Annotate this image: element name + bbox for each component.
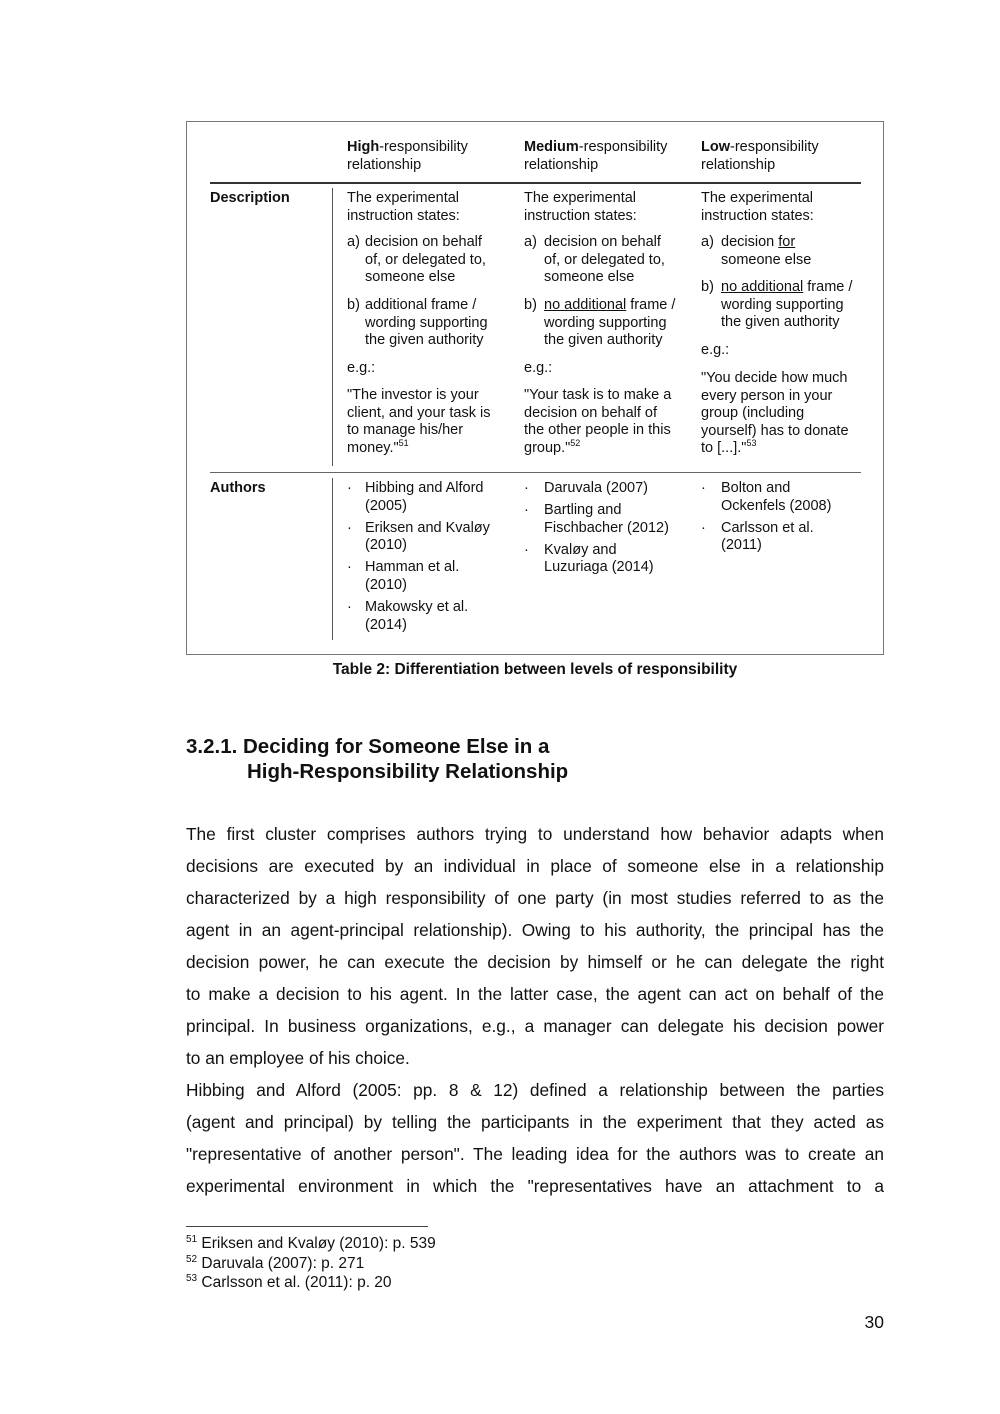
item-a	[544, 234, 665, 287]
item-marker-a: a)	[701, 234, 714, 250]
author-item: Makowsky et al. (2014)	[365, 599, 469, 633]
quote-text: "Your task is to make a decision on behalf of the other people in this group."	[524, 387, 672, 456]
footnote-rule	[186, 1226, 428, 1227]
footnote	[186, 1254, 436, 1274]
author-item: Hibbing and Alford (2005)	[365, 480, 484, 514]
item-text: someone else	[721, 251, 812, 268]
responsibility-table	[186, 121, 884, 655]
footnotes	[186, 1234, 436, 1293]
item-text: additional frame / wording supporting the given authority	[365, 297, 488, 349]
underlined-text: no additional	[721, 279, 804, 295]
body-line: to make a decision to his agent. In the latter case, the agent can act on behalf of the	[186, 984, 884, 1004]
quote-text: "The investor is your client, and your task is to manage his/her money."	[347, 387, 491, 456]
body-line: The first cluster comprises authors trying to understand how behavior adapts when	[186, 824, 884, 844]
bullet-icon: ·	[701, 519, 706, 536]
footnote-number: 52	[186, 1253, 198, 1265]
body-line: experimental environment in which the "representatives have an attachment to a	[186, 1176, 884, 1196]
example-quote	[347, 387, 490, 457]
author-item: Daruvala (2007)	[544, 480, 648, 496]
bullet-icon: ·	[524, 502, 529, 519]
item-text: decision on behalf of, or delegated to, someone else	[544, 234, 665, 286]
instruction-intro: The experimental instruction states:	[701, 190, 814, 224]
item-text: decision	[721, 234, 779, 250]
body-line: agent in an agent-principal relationship). Owing to his authority, the principal has the	[186, 920, 884, 940]
footnote	[186, 1234, 436, 1254]
header-high: High-responsibility relationship	[347, 139, 468, 173]
item-text: frame / wording supporting the given authority	[721, 279, 853, 331]
bullet-icon: ·	[347, 559, 352, 576]
instruction-intro: The experimental instruction states:	[347, 190, 460, 224]
footnote-ref: 53	[746, 438, 757, 449]
item-b	[721, 279, 852, 332]
table-caption: Table 2: Differentiation between levels of responsibility	[332, 661, 738, 678]
footnote-number: 51	[186, 1233, 198, 1245]
bullet-icon: ·	[347, 519, 352, 536]
footnote-text: Carlsson et al. (2011): p. 20	[197, 1274, 392, 1291]
item-a	[365, 234, 486, 287]
row-label-description: Description	[210, 190, 290, 206]
footnote-ref: 51	[398, 437, 409, 448]
author-item: Hamman et al. (2010)	[365, 559, 460, 593]
body-line: to an employee of his choice.	[186, 1048, 410, 1068]
header-medium: Medium-responsibility relationship	[524, 139, 668, 173]
underlined-text: for	[778, 234, 796, 250]
body-line: "representative of another person". The leading idea for the authors was to create an	[186, 1144, 884, 1164]
bullet-icon: ·	[347, 480, 352, 496]
column-divider	[332, 188, 333, 466]
header-low: Low-responsibility relationship	[701, 139, 819, 173]
body-line: (agent and principal) by telling the participants in the experiment that they acted as	[186, 1112, 884, 1132]
example-quote	[524, 387, 671, 457]
instruction-intro: The experimental instruction states:	[524, 190, 637, 224]
item-b	[365, 297, 488, 350]
item-marker-b: b)	[701, 279, 714, 295]
body-line: decision power, he can execute the decision by himself or he can delegate the right	[186, 952, 884, 972]
footnote-text: Daruvala (2007): p. 271	[197, 1254, 365, 1272]
bullet-icon: ·	[524, 541, 529, 558]
item-a	[721, 234, 811, 269]
bullet-icon: ·	[524, 480, 529, 496]
body-text	[186, 818, 884, 1202]
footnote-text: Eriksen and Kvaløy (2010): p. 539	[197, 1235, 436, 1252]
author-item: Kvaløy and Luzuriaga (2014)	[544, 541, 654, 576]
footnote	[186, 1273, 436, 1293]
example-quote	[701, 370, 849, 458]
header-rule	[210, 182, 861, 184]
author-item: Eriksen and Kvaløy (2010)	[365, 519, 490, 554]
row-label-authors: Authors	[210, 480, 266, 496]
author-item: Bartling and Fischbacher (2012)	[544, 502, 669, 536]
bullet-icon: ·	[347, 599, 352, 616]
item-b	[544, 297, 675, 350]
row-rule	[210, 472, 861, 473]
body-line: Hibbing and Alford (2005: pp. 8 & 12) defined a relationship between the parties	[186, 1080, 884, 1100]
item-marker-b: b)	[347, 297, 360, 313]
footnote-ref: 52	[570, 437, 581, 448]
author-item: Carlsson et al. (2011)	[721, 519, 814, 554]
item-text: frame / wording supporting the given authority	[544, 297, 676, 349]
page-number: 30	[864, 1312, 884, 1332]
author-item: Bolton and Ockenfels (2008)	[721, 480, 832, 514]
item-marker-b: b)	[524, 297, 537, 313]
eg-label: e.g.:	[524, 360, 553, 376]
body-line: characterized by a high responsibility of one party (in most studies referred to as the	[186, 888, 884, 908]
body-line: principal. In business organizations, e.g., a manager can delegate his decision power	[186, 1016, 884, 1036]
footnote-number: 53	[186, 1272, 198, 1284]
section-heading: 3.2.1. Deciding for Someone Else in a High-Responsibility Relationship	[186, 735, 569, 783]
quote-text: "You decide how much every person in your group (including yourself) has to donate to [...]."	[701, 370, 849, 457]
column-divider	[332, 478, 333, 640]
bullet-icon: ·	[701, 480, 706, 496]
eg-label: e.g.:	[701, 342, 730, 358]
item-marker-a: a)	[524, 234, 537, 250]
eg-label: e.g.:	[347, 360, 376, 376]
body-line: decisions are executed by an individual in place of someone else in a relationship	[186, 856, 884, 876]
underlined-text: no additional	[544, 297, 627, 313]
item-marker-a: a)	[347, 234, 360, 250]
item-text: decision on behalf of, or delegated to, someone else	[365, 234, 486, 286]
